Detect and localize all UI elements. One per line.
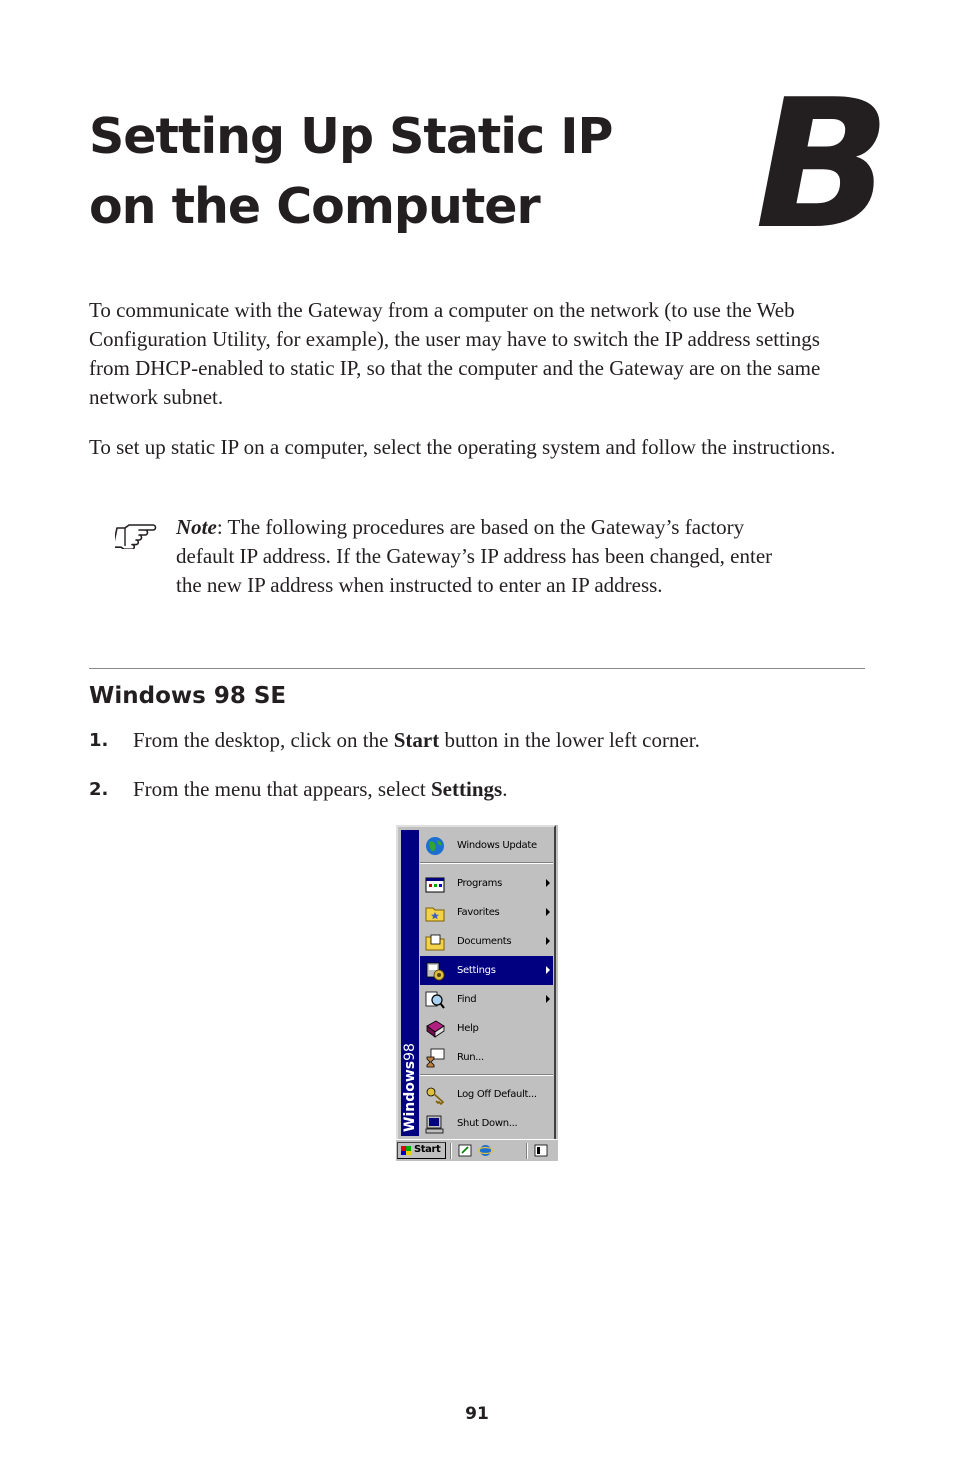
start-button-label: Start	[414, 1144, 441, 1155]
note-label: Note	[176, 515, 217, 539]
menu-item-help[interactable]	[420, 1014, 553, 1043]
menu-item-label: Favorites	[457, 907, 500, 918]
run-icon	[424, 1047, 446, 1069]
menu-item-windows-update[interactable]	[420, 831, 553, 860]
intro-paragraph-1: To communicate with the Gateway from a computer on the network (to use the Web Configuration Utility, for example), the user may have to switch the IP address settings from DHCP-enabled to static IP, so that the computer and the Gateway are on the same network subnet.	[89, 298, 821, 409]
menu-item-settings[interactable]	[420, 956, 553, 985]
step-text-after: button in the lower left corner.	[439, 728, 700, 752]
step-text-bold: Start	[393, 728, 440, 752]
title-line-2: on the Computer	[89, 178, 540, 235]
banner-bold: Windows	[402, 1060, 418, 1132]
menu-item-label: Find	[457, 994, 477, 1005]
menu-item-label: Programs	[457, 878, 503, 889]
submenu-arrow-icon	[546, 908, 550, 916]
menu-item-documents[interactable]	[420, 927, 553, 956]
menu-item-label: Log Off Default...	[457, 1089, 537, 1100]
show-desktop-icon[interactable]	[458, 1143, 473, 1158]
step-text-before: From the desktop, click on the	[133, 728, 394, 752]
chapter-letter: B	[755, 61, 891, 268]
taskbar-divider	[450, 1143, 452, 1159]
step-text-after: .	[502, 777, 508, 801]
help-book-icon	[424, 1018, 446, 1040]
step-text-before: From the menu that appears, select	[133, 777, 431, 801]
menu-item-label: Windows Update	[457, 840, 537, 851]
menu-item-label: Documents	[457, 936, 512, 947]
start-menu	[396, 825, 556, 1139]
menu-item-run[interactable]	[420, 1043, 553, 1072]
menu-item-programs[interactable]	[420, 869, 553, 898]
start-menu-screenshot	[396, 825, 558, 1161]
menu-item-label: Settings	[457, 965, 496, 976]
menu-item-favorites[interactable]	[420, 898, 553, 927]
submenu-arrow-icon	[546, 937, 550, 945]
note-text	[176, 513, 796, 600]
menu-separator	[420, 1074, 553, 1076]
programs-folder-icon	[424, 873, 446, 895]
menu-item-label: Shut Down...	[457, 1118, 518, 1129]
favorites-folder-icon	[424, 902, 446, 924]
start-button[interactable]	[397, 1142, 446, 1159]
step-text	[133, 726, 700, 755]
banner-text	[401, 1032, 419, 1132]
step-text	[133, 775, 507, 804]
internet-explorer-icon[interactable]	[478, 1143, 493, 1158]
submenu-arrow-icon	[546, 966, 550, 974]
menu-item-shut-down[interactable]	[420, 1109, 553, 1138]
shut-down-computer-icon	[424, 1113, 446, 1135]
section-heading: Windows 98 SE	[89, 683, 287, 709]
menu-item-log-off[interactable]	[420, 1080, 553, 1109]
windows98-banner	[401, 830, 419, 1136]
submenu-arrow-icon	[546, 879, 550, 887]
documents-folder-icon	[424, 931, 446, 953]
step-number: 1.	[89, 730, 109, 751]
menu-item-find[interactable]	[420, 985, 553, 1014]
taskbar-app-icon[interactable]	[534, 1143, 549, 1158]
taskbar-divider	[526, 1143, 528, 1159]
step-number: 2.	[89, 779, 109, 800]
submenu-arrow-icon	[546, 995, 550, 1003]
banner-light: 98	[402, 1043, 418, 1061]
menu-item-label: Help	[457, 1023, 479, 1034]
taskbar	[396, 1139, 558, 1161]
windows-update-globe-icon	[424, 835, 446, 857]
find-magnifier-icon	[424, 989, 446, 1011]
step-text-bold: Settings	[431, 777, 503, 801]
note-body: : The following procedures are based on the Gateway’s factory default IP address. If the Gateway’s IP address has been changed, enter the new IP address when instructed to enter an IP address.	[176, 515, 773, 597]
page-title	[89, 102, 709, 242]
menu-separator	[420, 862, 553, 864]
menu-item-label: Run...	[457, 1052, 484, 1063]
pointing-hand-icon	[115, 519, 159, 549]
page-number: 91	[465, 1404, 489, 1424]
windows-flag-icon	[401, 1146, 411, 1155]
log-off-keys-icon	[424, 1084, 446, 1106]
intro-paragraph-2: To set up static IP on a computer, select the operating system and follow the instructions.	[89, 435, 836, 459]
title-line-1: Setting Up Static IP	[89, 108, 613, 165]
settings-control-panel-icon	[424, 960, 446, 982]
section-divider	[89, 668, 865, 669]
